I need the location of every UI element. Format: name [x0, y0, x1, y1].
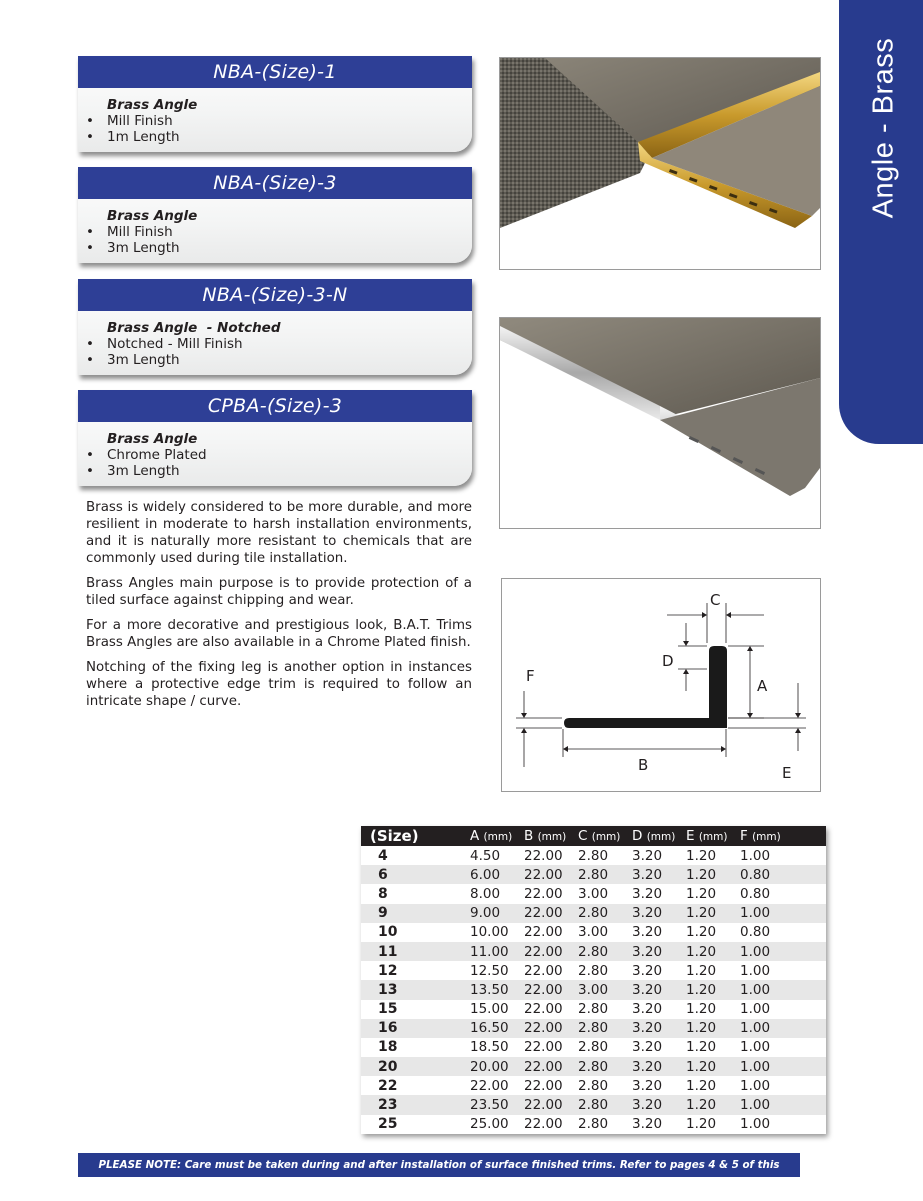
value-cell: 2.80 — [578, 943, 609, 960]
product-title: Brass Angle - Notched — [107, 320, 281, 336]
value-cell: 8.00 — [470, 885, 501, 902]
table-row — [361, 1057, 826, 1076]
table-row — [361, 980, 826, 999]
table-row — [361, 923, 826, 942]
product-code: NBA-(Size)-1 — [78, 56, 472, 88]
value-cell: 2.80 — [578, 847, 609, 864]
value-cell: 22.00 — [524, 962, 563, 979]
value-cell: 22.00 — [524, 885, 563, 902]
size-cell: 15 — [378, 1001, 398, 1018]
value-cell: 22.00 — [524, 1097, 563, 1114]
product-feature: • Notched - Mill Finish — [107, 336, 472, 352]
value-cell: 3.20 — [632, 943, 663, 960]
size-cell: 10 — [378, 924, 398, 941]
value-cell: 22.00 — [524, 866, 563, 883]
table-row — [361, 846, 826, 865]
value-cell: 1.00 — [740, 1097, 771, 1114]
value-cell: 9.00 — [470, 905, 501, 922]
brass-angle-photo — [499, 57, 821, 270]
value-cell: 3.20 — [632, 1077, 663, 1094]
value-cell: 3.20 — [632, 962, 663, 979]
column-header-e: E (mm) — [686, 826, 740, 846]
product-feature: • Mill Finish — [107, 224, 472, 240]
size-cell: 13 — [378, 981, 398, 998]
value-cell: 3.00 — [578, 885, 609, 902]
value-cell: 1.00 — [740, 1058, 771, 1075]
size-cell: 16 — [378, 1020, 398, 1037]
paragraph: Brass Angles main purpose is to provide protection of a tiled surface against chipping and wear. — [86, 576, 472, 608]
value-cell: 22.00 — [524, 1001, 563, 1018]
size-cell: 6 — [378, 866, 388, 883]
dimension-label-a: A — [757, 677, 768, 695]
value-cell: 22.00 — [524, 1077, 563, 1094]
value-cell: 1.20 — [686, 1039, 717, 1056]
value-cell: 4.50 — [470, 847, 501, 864]
column-header-size: (Size) — [361, 826, 470, 846]
value-cell: 3.00 — [578, 924, 609, 941]
value-cell: 2.80 — [578, 1001, 609, 1018]
footer-note: PLEASE NOTE: Care must be taken during and after installation of surface finished trims. Refer to pages 4 & 5 of this catalogue — [78, 1153, 800, 1177]
column-header-c: C (mm) — [578, 826, 632, 846]
value-cell: 11.00 — [470, 943, 509, 960]
table-row — [361, 1038, 826, 1057]
size-cell: 4 — [378, 847, 388, 864]
value-cell: 22.00 — [524, 924, 563, 941]
value-cell: 1.20 — [686, 905, 717, 922]
value-cell: 1.20 — [686, 1097, 717, 1114]
product-feature: • 1m Length — [107, 129, 472, 145]
table-header-row — [361, 826, 826, 846]
product-feature: • 3m Length — [107, 240, 472, 256]
value-cell: 1.20 — [686, 924, 717, 941]
value-cell: 1.00 — [740, 1077, 771, 1094]
value-cell: 22.00 — [524, 1020, 563, 1037]
value-cell: 1.20 — [686, 847, 717, 864]
table-row — [361, 884, 826, 903]
table-body — [361, 846, 826, 1134]
value-cell: 12.50 — [470, 962, 509, 979]
value-cell: 1.00 — [740, 847, 771, 864]
product-feature: • Mill Finish — [107, 113, 472, 129]
value-cell: 1.00 — [740, 943, 771, 960]
value-cell: 1.20 — [686, 1077, 717, 1094]
value-cell: 1.20 — [686, 866, 717, 883]
value-cell: 20.00 — [470, 1058, 509, 1075]
dimension-label-d: D — [662, 652, 674, 670]
product-feature: • 3m Length — [107, 463, 472, 479]
value-cell: 22.00 — [524, 1039, 563, 1056]
value-cell: 2.80 — [578, 866, 609, 883]
product-card — [78, 279, 472, 375]
value-cell: 1.00 — [740, 962, 771, 979]
value-cell: 1.20 — [686, 962, 717, 979]
value-cell: 2.80 — [578, 1097, 609, 1114]
column-header-d: D (mm) — [632, 826, 686, 846]
table-row — [361, 942, 826, 961]
value-cell: 2.80 — [578, 1116, 609, 1133]
column-header-f: F (mm) — [740, 826, 826, 846]
value-cell: 3.20 — [632, 1097, 663, 1114]
dimension-label-b: B — [638, 756, 649, 774]
value-cell: 3.00 — [578, 981, 609, 998]
size-cell: 9 — [378, 905, 388, 922]
table-row — [361, 904, 826, 923]
table-row — [361, 1095, 826, 1114]
dimension-label-f: F — [526, 667, 535, 685]
product-title: Brass Angle — [107, 97, 198, 113]
value-cell: 6.00 — [470, 866, 501, 883]
value-cell: 1.20 — [686, 1058, 717, 1075]
value-cell: 3.20 — [632, 981, 663, 998]
value-cell: 1.20 — [686, 1116, 717, 1133]
value-cell: 3.20 — [632, 1001, 663, 1018]
value-cell: 0.80 — [740, 924, 771, 941]
value-cell: 0.80 — [740, 866, 771, 883]
profile-diagram — [501, 578, 821, 792]
value-cell: 1.00 — [740, 1020, 771, 1037]
value-cell: 25.00 — [470, 1116, 509, 1133]
product-card — [78, 167, 472, 263]
value-cell: 3.20 — [632, 866, 663, 883]
value-cell: 3.20 — [632, 885, 663, 902]
size-cell: 23 — [378, 1097, 398, 1114]
column-header-a: A (mm) — [470, 826, 524, 846]
value-cell: 3.20 — [632, 1020, 663, 1037]
value-cell: 2.80 — [578, 1058, 609, 1075]
value-cell: 18.50 — [470, 1039, 509, 1056]
value-cell: 1.20 — [686, 1001, 717, 1018]
paragraph: Notching of the fixing leg is another option in instances where a protective edge trim is required to follow an intricate shape / curve. — [86, 660, 472, 709]
value-cell: 15.00 — [470, 1001, 509, 1018]
value-cell: 23.50 — [470, 1097, 509, 1114]
size-cell: 22 — [378, 1077, 398, 1094]
table-row — [361, 1076, 826, 1095]
table-row — [361, 1115, 826, 1134]
product-feature: • Chrome Plated — [107, 447, 472, 463]
chrome-angle-photo — [499, 317, 821, 529]
value-cell: 22.00 — [470, 1077, 509, 1094]
value-cell: 3.20 — [632, 924, 663, 941]
size-cell: 18 — [378, 1039, 398, 1056]
description-text — [86, 499, 472, 718]
value-cell: 16.50 — [470, 1020, 509, 1037]
product-code: CPBA-(Size)-3 — [78, 390, 472, 422]
value-cell: 1.00 — [740, 1116, 771, 1133]
value-cell: 22.00 — [524, 981, 563, 998]
product-title: Brass Angle — [107, 431, 198, 447]
dimension-label-e: E — [782, 764, 792, 782]
value-cell: 22.00 — [524, 847, 563, 864]
value-cell: 3.20 — [632, 905, 663, 922]
table-row — [361, 1019, 826, 1038]
table-row — [361, 865, 826, 884]
paragraph: Brass is widely considered to be more durable, and more resilient in moderate to harsh installation environments, and it is naturally more resistant to chemicals that are commonly used during tile installation. — [86, 500, 472, 566]
size-specification-table — [361, 826, 826, 1134]
value-cell: 1.00 — [740, 1039, 771, 1056]
value-cell: 2.80 — [578, 1039, 609, 1056]
value-cell: 2.80 — [578, 1020, 609, 1037]
value-cell: 2.80 — [578, 905, 609, 922]
value-cell: 10.00 — [470, 924, 509, 941]
value-cell: 1.20 — [686, 981, 717, 998]
value-cell: 1.20 — [686, 885, 717, 902]
size-cell: 20 — [378, 1058, 398, 1075]
product-feature: • 3m Length — [107, 352, 472, 368]
product-code: NBA-(Size)-3 — [78, 167, 472, 199]
paragraph: For a more decorative and prestigious look, B.A.T. Trims Brass Angles are also available in a Chrome Plated finish. — [86, 618, 472, 650]
value-cell: 22.00 — [524, 1116, 563, 1133]
size-cell: 11 — [378, 943, 398, 960]
product-code: NBA-(Size)-3-N — [78, 279, 472, 311]
table-row — [361, 1000, 826, 1019]
value-cell: 2.80 — [578, 962, 609, 979]
value-cell: 22.00 — [524, 905, 563, 922]
value-cell: 3.20 — [632, 847, 663, 864]
value-cell: 1.00 — [740, 981, 771, 998]
product-card — [78, 56, 472, 152]
value-cell: 1.20 — [686, 943, 717, 960]
product-card — [78, 390, 472, 486]
size-cell: 25 — [378, 1116, 398, 1133]
value-cell: 1.00 — [740, 905, 771, 922]
value-cell: 3.20 — [632, 1116, 663, 1133]
value-cell: 1.00 — [740, 1001, 771, 1018]
size-cell: 12 — [378, 962, 398, 979]
value-cell: 3.20 — [632, 1058, 663, 1075]
section-title: Angle - Brass — [867, 37, 900, 219]
value-cell: 22.00 — [524, 1058, 563, 1075]
dimension-label-c: C — [710, 591, 721, 609]
value-cell: 22.00 — [524, 943, 563, 960]
product-title: Brass Angle — [107, 208, 198, 224]
table-row — [361, 961, 826, 980]
value-cell: 0.80 — [740, 885, 771, 902]
value-cell: 2.80 — [578, 1077, 609, 1094]
column-header-b: B (mm) — [524, 826, 578, 846]
value-cell: 3.20 — [632, 1039, 663, 1056]
value-cell: 13.50 — [470, 981, 509, 998]
value-cell: 1.20 — [686, 1020, 717, 1037]
size-cell: 8 — [378, 885, 388, 902]
